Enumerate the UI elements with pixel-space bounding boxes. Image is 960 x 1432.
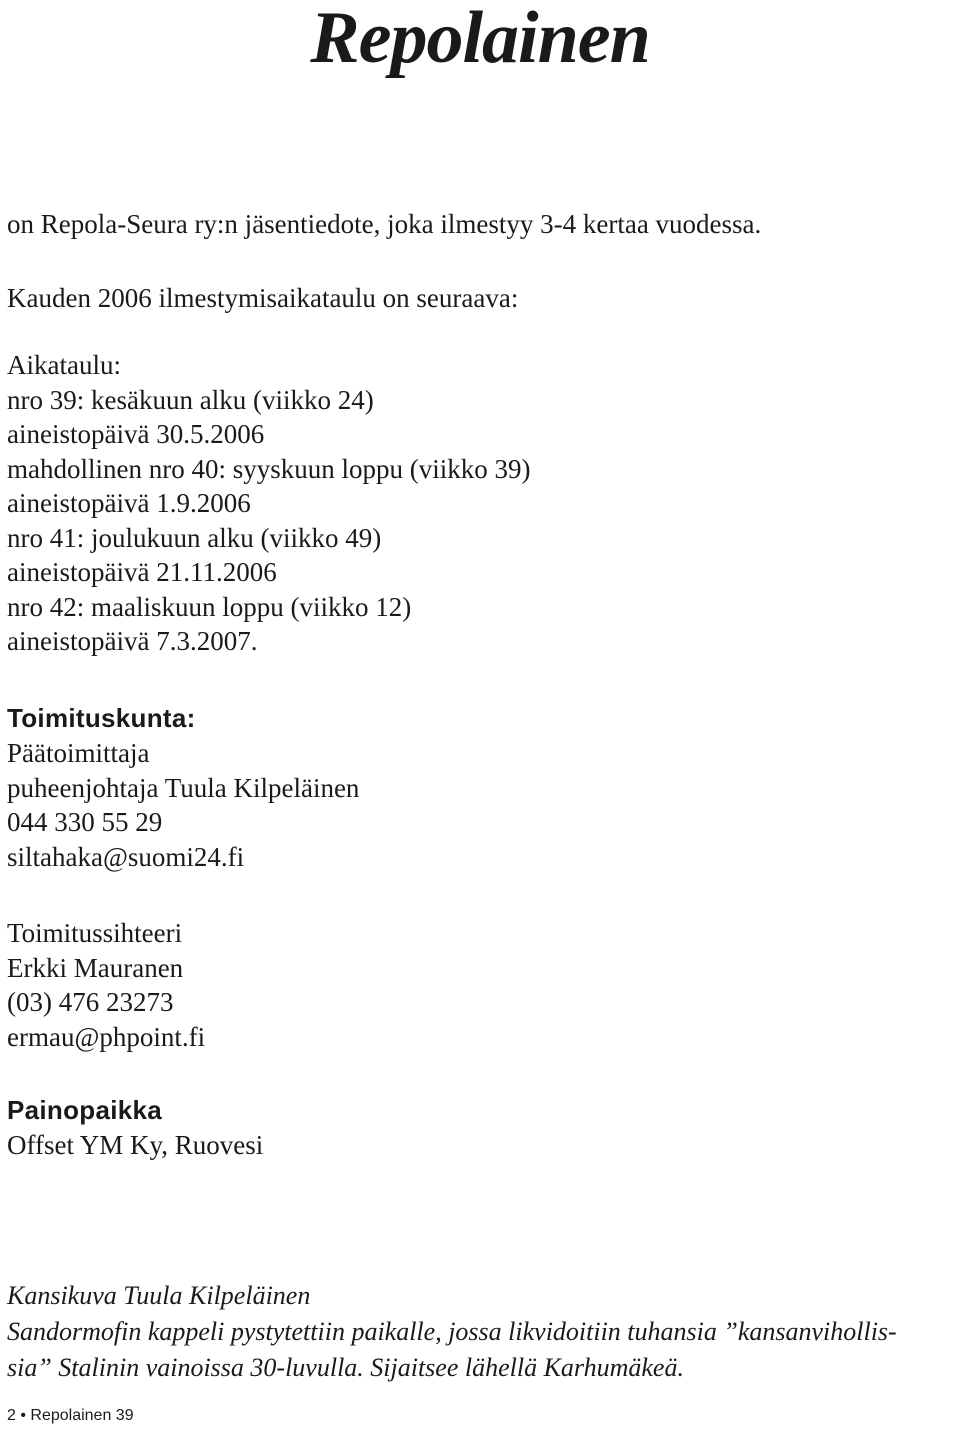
schedule-line: nro 39: kesäkuun alku (viikko 24) [7, 384, 374, 415]
intro-paragraph [7, 207, 953, 242]
cover-caption-line: Sandormofin kappeli pystytettiin paikalle, jossa likvidoitiin tuhansia ”kansanvihollis- [7, 1317, 897, 1346]
editor-role: Päätoimittaja [7, 738, 150, 768]
editorial-section [7, 700, 953, 874]
secretary-name: Erkki Mauranen [7, 952, 184, 983]
schedule-intro-text: Kauden 2006 ilmestymisaikataulu on seuraava: [7, 283, 519, 313]
schedule-label: Aikataulu: [7, 350, 121, 380]
secretary-phone: (03) 476 23273 [7, 987, 174, 1017]
cover-credit: Kansikuva Tuula Kilpeläinen [7, 1281, 311, 1310]
page-footer: 2 • Repolainen 39 [7, 1407, 134, 1424]
schedule-line: aineistopäivä 21.11.2006 [7, 557, 277, 587]
printing-value: Offset YM Ky, Ruovesi [7, 1130, 264, 1160]
printing-heading: Painopaikka [7, 1095, 163, 1125]
secretary-section [7, 916, 953, 1054]
page-title: Repolainen [310, 0, 650, 79]
editor-email: siltahaka@suomi24.fi [7, 841, 245, 872]
intro-text: on Repola-Seura ry:n jäsentiedote, joka ilmestyy 3-4 kertaa vuodessa. [7, 209, 762, 239]
schedule-intro-paragraph [7, 281, 953, 316]
schedule-line: aineistopäivä 7.3.2007. [7, 626, 258, 656]
cover-caption [7, 1278, 953, 1386]
schedule-line: aineistopäivä 1.9.2006 [7, 488, 251, 518]
schedule-line: nro 42: maaliskuun loppu (viikko 12) [7, 591, 412, 622]
editor-phone: 044 330 55 29 [7, 807, 163, 837]
cover-caption-line: sia” Stalinin vainoissa 30-luvulla. Sijaitsee lähellä Karhumäkeä. [7, 1353, 684, 1382]
secretary-role: Toimitussihteeri [7, 918, 183, 948]
editor-name: puheenjohtaja Tuula Kilpeläinen [7, 772, 360, 803]
schedule-line: aineistopäivä 30.5.2006 [7, 419, 265, 449]
editorial-heading: Toimituskunta: [7, 703, 196, 733]
printing-section [7, 1092, 953, 1163]
schedule-line: mahdollinen nro 40: syyskuun loppu (viikko 39) [7, 453, 531, 484]
schedule-line: nro 41: joulukuun alku (viikko 49) [7, 522, 382, 553]
schedule-list [7, 348, 953, 659]
secretary-email: ermau@phpoint.fi [7, 1021, 206, 1052]
